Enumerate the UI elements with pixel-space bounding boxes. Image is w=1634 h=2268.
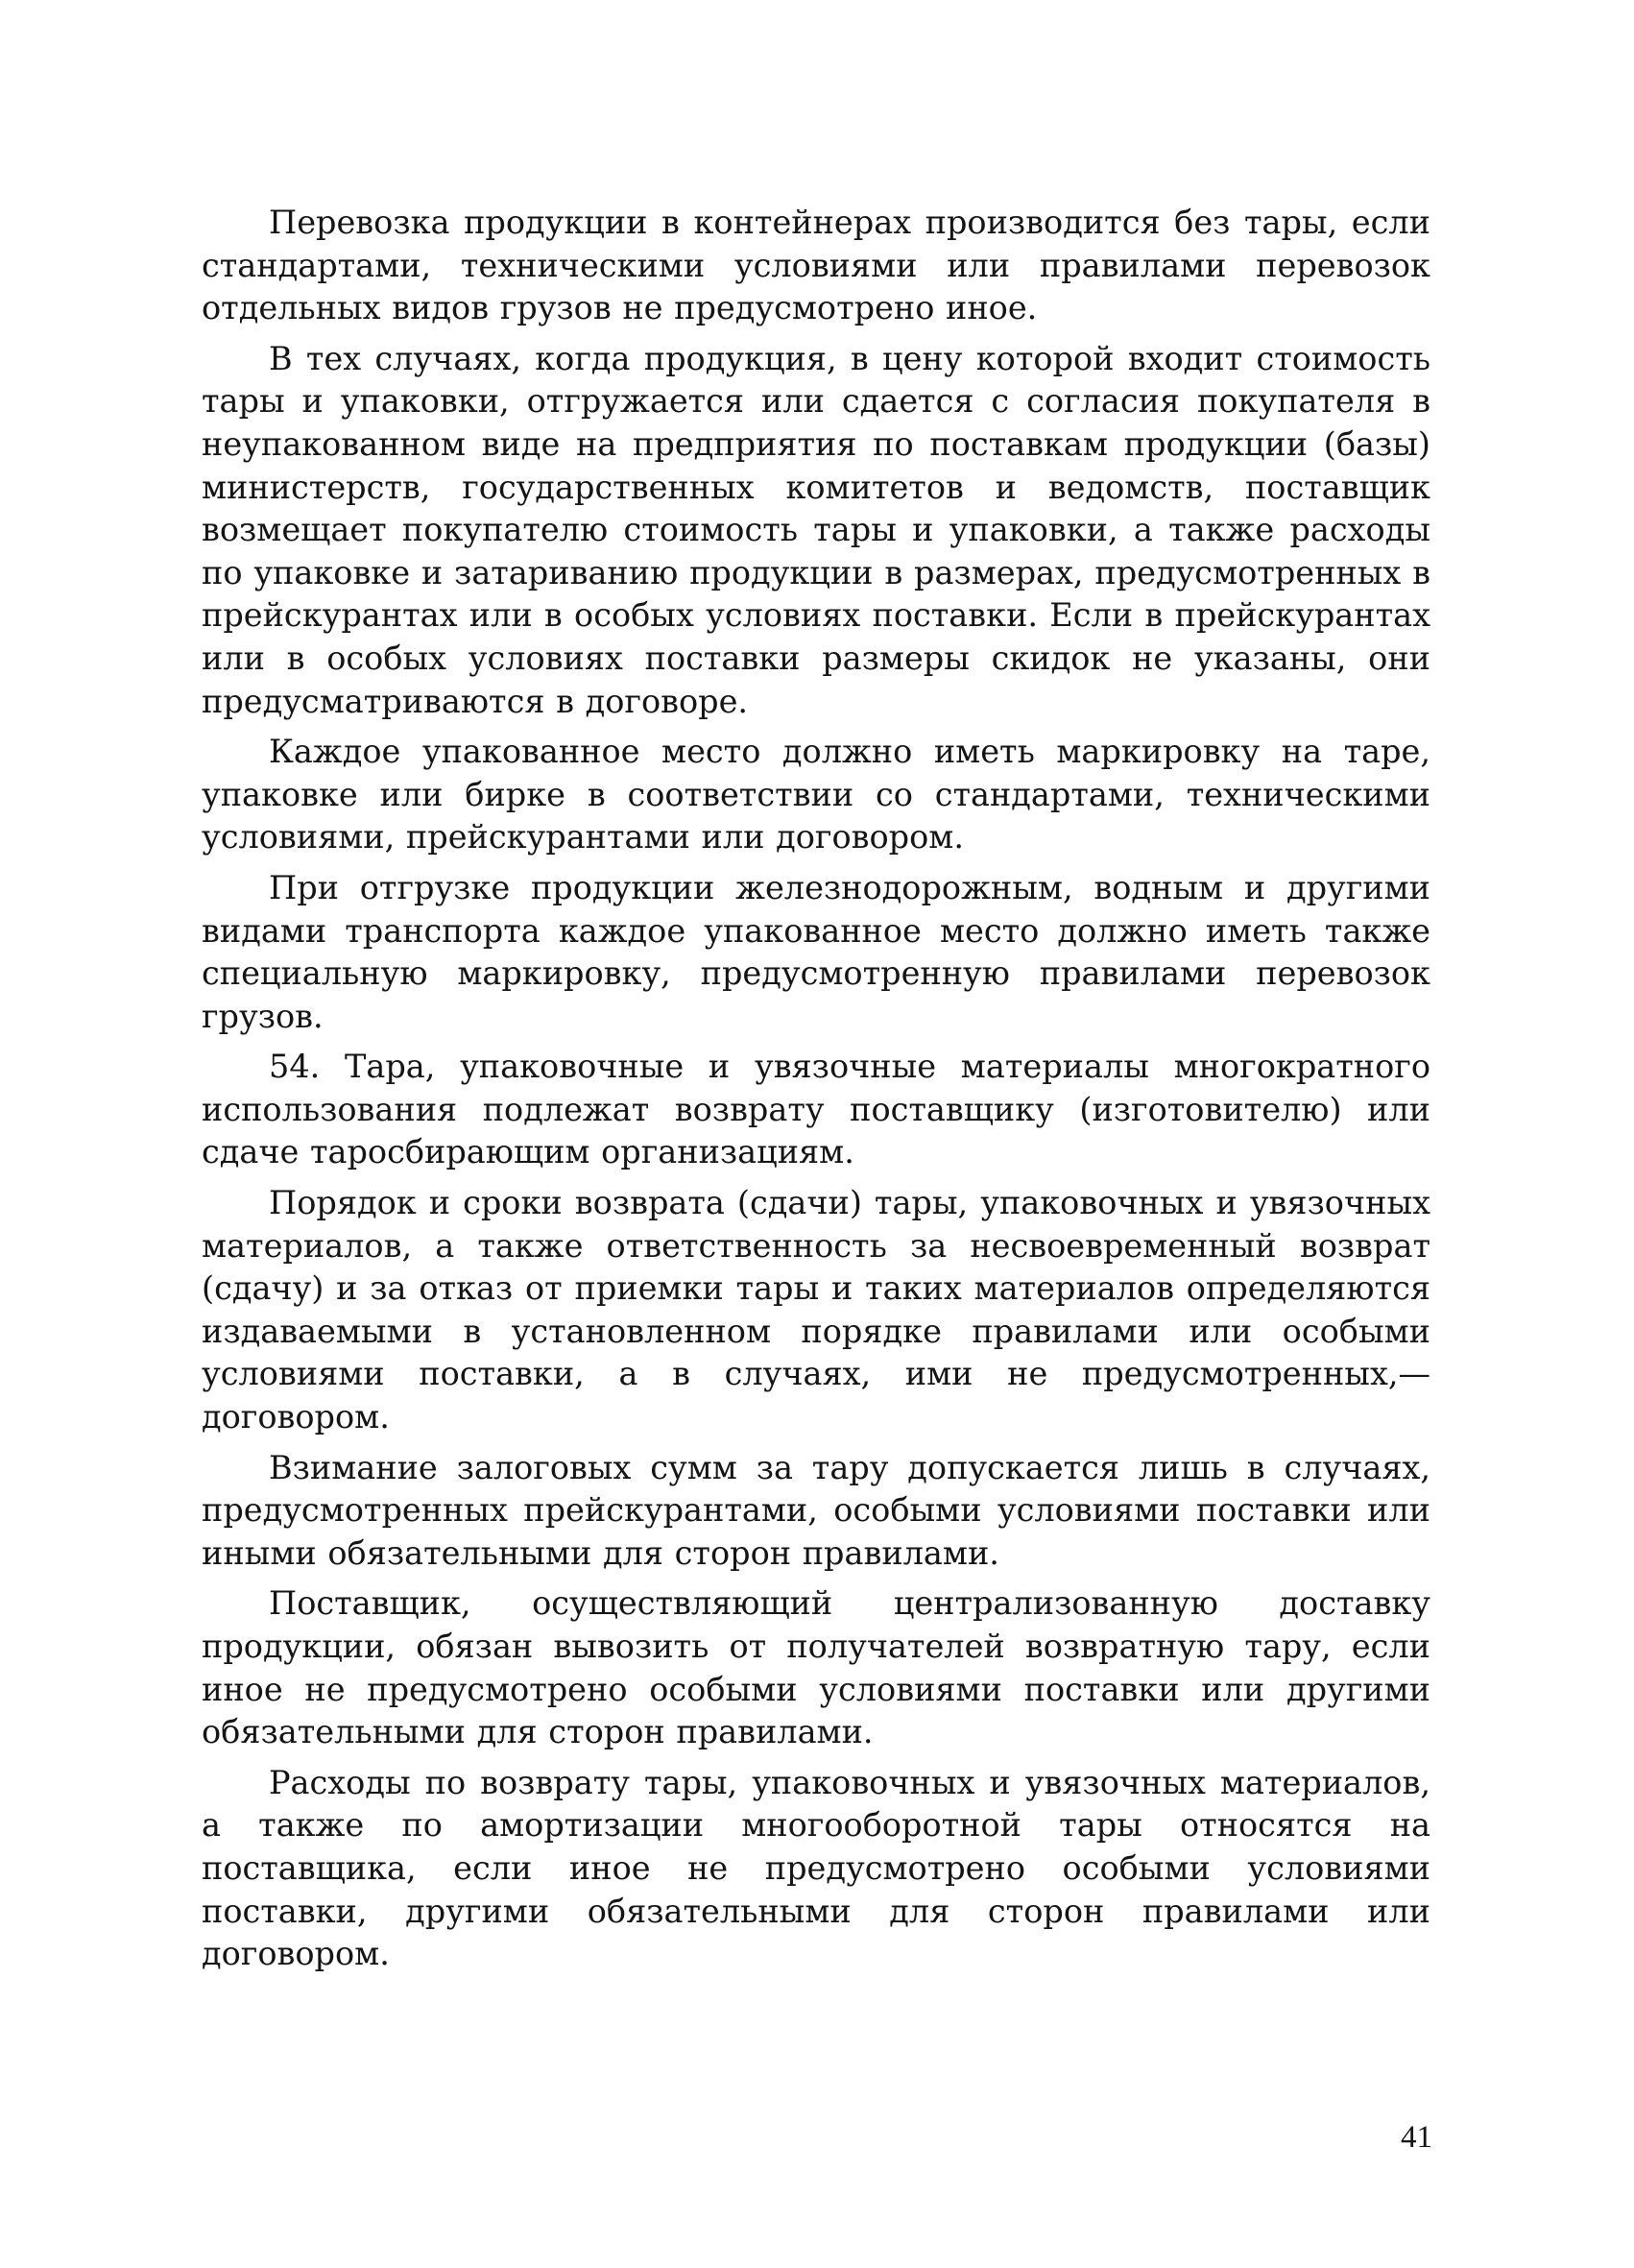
paragraph-2: В тех случаях, когда продукция, в цену которой входит стоимость тары и упаковки, отгружается или сдается с согласия покупателя в неупакованном виде на предприятия по поставкам продукции (базы) министерств, государственных комитетов и ведомств, поставщик возмещает покупателю стоимость тары и упаковки, а также расходы по упаковке и затариванию продукции в размерах, предусмотренных в прейскурантах или в особых условиях поставки. Если в прейскурантах или в особых условиях поставки размеры скидок не указаны, они предусматриваются в договоре. — [202, 339, 1430, 720]
paragraph-4: При отгрузке продукции железнодорожным, водным и другими видами транспорта каждое упакованное место должно иметь также специальную маркировку, предусмотренную правилами перевозок грузов. — [202, 868, 1430, 1035]
paragraph-1: Перевозка продукции в контейнерах производится без тары, если стандартами, техническими условиями или правилами перевозок отдельных видов грузов не предусмотрено иное. — [202, 204, 1430, 327]
paragraph-6: Порядок и сроки возврата (сдачи) тары, упаковочных и увязочных материалов, а также ответственность за несвоевременный возврат (сдачу) и за отказ от приемки тары и таких материалов определяются издаваемыми в установленном порядке правилами или особыми условиями поставки, а в случаях, ими не предусмотренных,— договором. — [202, 1184, 1430, 1436]
page-number: 41 — [1401, 2120, 1432, 2155]
paragraph-8: Поставщик, осуществляющий централизованную доставку продукции, обязан вывозить от получателей возвратную тару, если иное не предусмотрено особыми условиями поставки или другими обязательными для сторон правилами. — [202, 1584, 1430, 1751]
paragraph-3: Каждое упакованное место должно иметь маркировку на таре, упаковке или бирке в соответствии со стандартами, техническими условиями, прейскурантами или договором. — [202, 733, 1430, 857]
paragraph-5: 54. Тара, упаковочные и увязочные материалы многократного использования подлежат возврату поставщику (изготовителю) или сдаче таросбирающим организациям. — [202, 1048, 1430, 1171]
paragraph-9: Расходы по возврату тары, упаковочных и увязочных материалов, а также по амортизации многооборотной тары относятся на поставщика, если иное не предусмотрено особыми условиями поставки, другими обязательными для сторон правилами или договором. — [202, 1763, 1430, 1973]
paragraph-7: Взимание залоговых сумм за тару допускается лишь в случаях, предусмотренных прейскурантами, особыми условиями поставки или иными обязательными для сторон правилами. — [202, 1448, 1430, 1572]
page-body — [202, 202, 1430, 1976]
